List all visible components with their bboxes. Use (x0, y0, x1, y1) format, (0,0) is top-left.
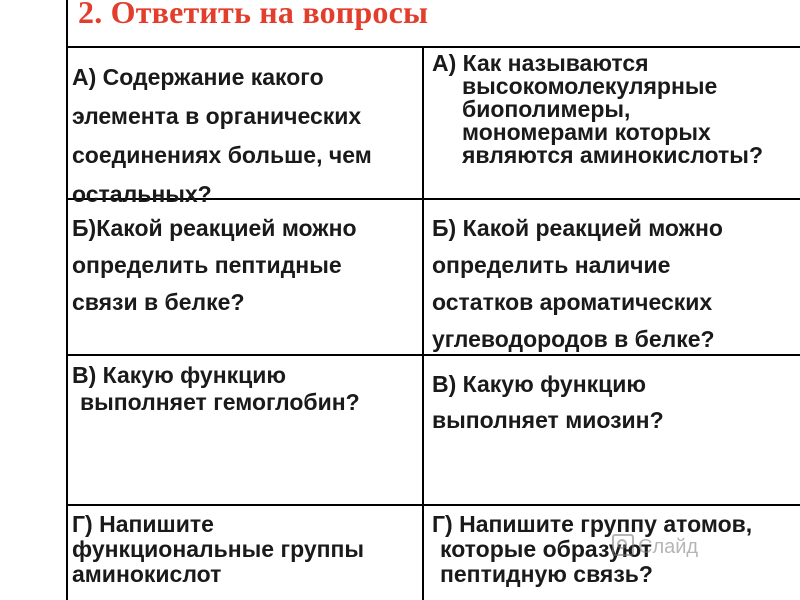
question-line: функциональные группы (72, 536, 365, 562)
question-line: выполняет гемоглобин? (80, 389, 360, 415)
question-cell-b-right (432, 210, 723, 358)
question-line: остатков ароматических (432, 289, 713, 315)
question-line: углеводородов в белке? (432, 326, 715, 352)
question-line: связи в белке? (72, 289, 245, 315)
question-line: Б) Какой реакцией можно (432, 215, 723, 241)
question-cell-d-right (432, 512, 752, 587)
question-cell-a-left (72, 58, 372, 214)
presentation-icon (612, 534, 634, 556)
question-line: пептидную связь? (440, 561, 653, 587)
slide-title: 2. Ответить на вопросы (78, 0, 429, 30)
question-cell-d-left (72, 512, 364, 587)
table-column-divider (422, 46, 424, 600)
question-line: определить пептидные (72, 252, 342, 278)
question-line: мономерами которых (462, 119, 711, 145)
question-cell-b-left (72, 210, 357, 321)
question-cell-c-left (72, 362, 360, 416)
question-line: Г) Напишите группу атомов, (432, 511, 753, 537)
table-rule (66, 504, 800, 506)
question-line: остальных? (72, 181, 212, 207)
question-line: аминокислот (72, 561, 222, 587)
questions-table (66, 46, 800, 600)
question-line: являются аминокислоты? (462, 142, 763, 168)
question-line: В) Какую функцию (72, 362, 287, 388)
question-line: В) Какую функцию (432, 371, 647, 397)
question-line: определить наличие (432, 252, 671, 278)
table-rule (66, 46, 800, 48)
watermark (612, 534, 698, 559)
question-line: А) Содержание какого (72, 64, 324, 90)
question-line: А) Как называются (432, 50, 649, 76)
question-line: Г) Напишите (72, 511, 214, 537)
watermark-text: Слайд (638, 536, 699, 558)
question-line: которые образуют (440, 536, 652, 562)
question-line: соединениях больше, чем (72, 142, 372, 168)
question-cell-c-right (432, 366, 664, 438)
question-line: выполняет миозин? (432, 407, 664, 433)
question-line: элемента в органических (72, 103, 362, 129)
question-line: биополимеры, (462, 96, 631, 122)
question-line: Б)Какой реакцией можно (72, 215, 357, 241)
question-cell-a-right (432, 52, 763, 167)
question-line: высокомолекулярные (462, 73, 718, 99)
